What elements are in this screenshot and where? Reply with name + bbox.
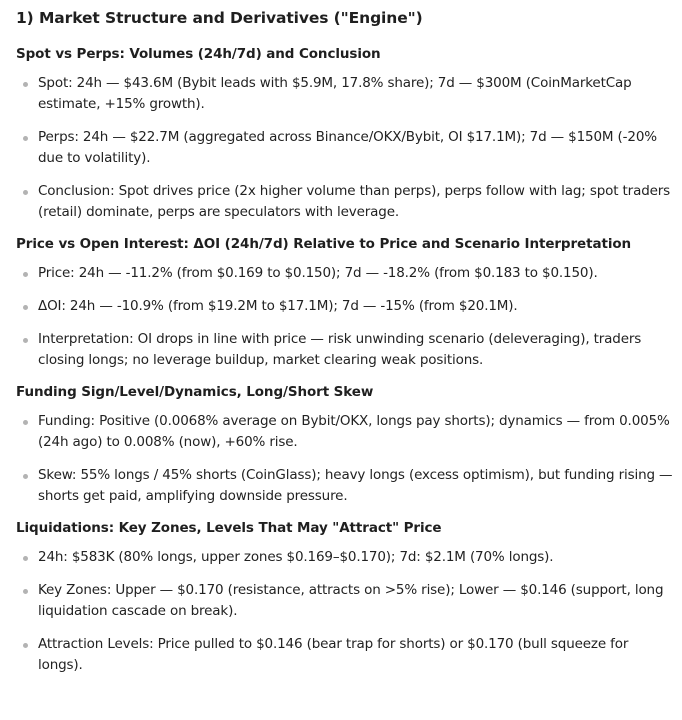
section-heading-spot-vs-perps: Spot vs Perps: Volumes (24h/7d) and Conclusion (16, 46, 381, 62)
list-item: Perps: 24h — $22.7M (aggregated across Binance/OKX/Bybit, OI $17.1M); 7d — $150M (-20% due to volatility). (16, 127, 674, 169)
list-item: ΔOI: 24h — -10.9% (from $19.2M to $17.1M); 7d — -15% (from $20.1M). (16, 296, 674, 317)
list-item: Spot: 24h — $43.6M (Bybit leads with $5.9M, 17.8% share); 7d — $300M (CoinMarketCap estimate, +15% growth). (16, 73, 674, 115)
list-item: Skew: 55% longs / 45% shorts (CoinGlass); heavy longs (excess optimism), but funding rising — shorts get paid, amplifying downside pressure. (16, 465, 674, 507)
bullet-list-funding (16, 411, 674, 507)
list-item: Funding: Positive (0.0068% average on Bybit/OKX, longs pay shorts); dynamics — from 0.005% (24h ago) to 0.008% (now), +60% rise. (16, 411, 674, 453)
bullet-list-spot-vs-perps (16, 73, 674, 223)
list-item: Price: 24h — -11.2% (from $0.169 to $0.150); 7d — -18.2% (from $0.183 to $0.150). (16, 263, 674, 284)
list-item: Conclusion: Spot drives price (2x higher volume than perps), perps follow with lag; spot traders (retail) dominate, perps are speculators with leverage. (16, 181, 674, 223)
page-title: 1) Market Structure and Derivatives ("Engine") (16, 9, 423, 27)
list-item: Attraction Levels: Price pulled to $0.146 (bear trap for shorts) or $0.170 (bull squeeze for longs). (16, 634, 674, 676)
section-heading-price-vs-oi: Price vs Open Interest: ΔOI (24h/7d) Relative to Price and Scenario Interpretation (16, 236, 632, 252)
list-item: Key Zones: Upper — $0.170 (resistance, attracts on >5% rise); Lower — $0.146 (support, long liquidation cascade on break). (16, 580, 674, 622)
list-item: Interpretation: OI drops in line with price — risk unwinding scenario (deleveraging), traders closing longs; no leverage buildup, market clearing weak positions. (16, 329, 674, 371)
bullet-list-liquidations (16, 547, 674, 676)
list-item: 24h: $583K (80% longs, upper zones $0.169–$0.170); 7d: $2.1M (70% longs). (16, 547, 674, 568)
bullet-list-price-vs-oi (16, 263, 674, 371)
section-heading-funding: Funding Sign/Level/Dynamics, Long/Short Skew (16, 384, 374, 400)
section-heading-liquidations: Liquidations: Key Zones, Levels That May "Attract" Price (16, 520, 442, 536)
